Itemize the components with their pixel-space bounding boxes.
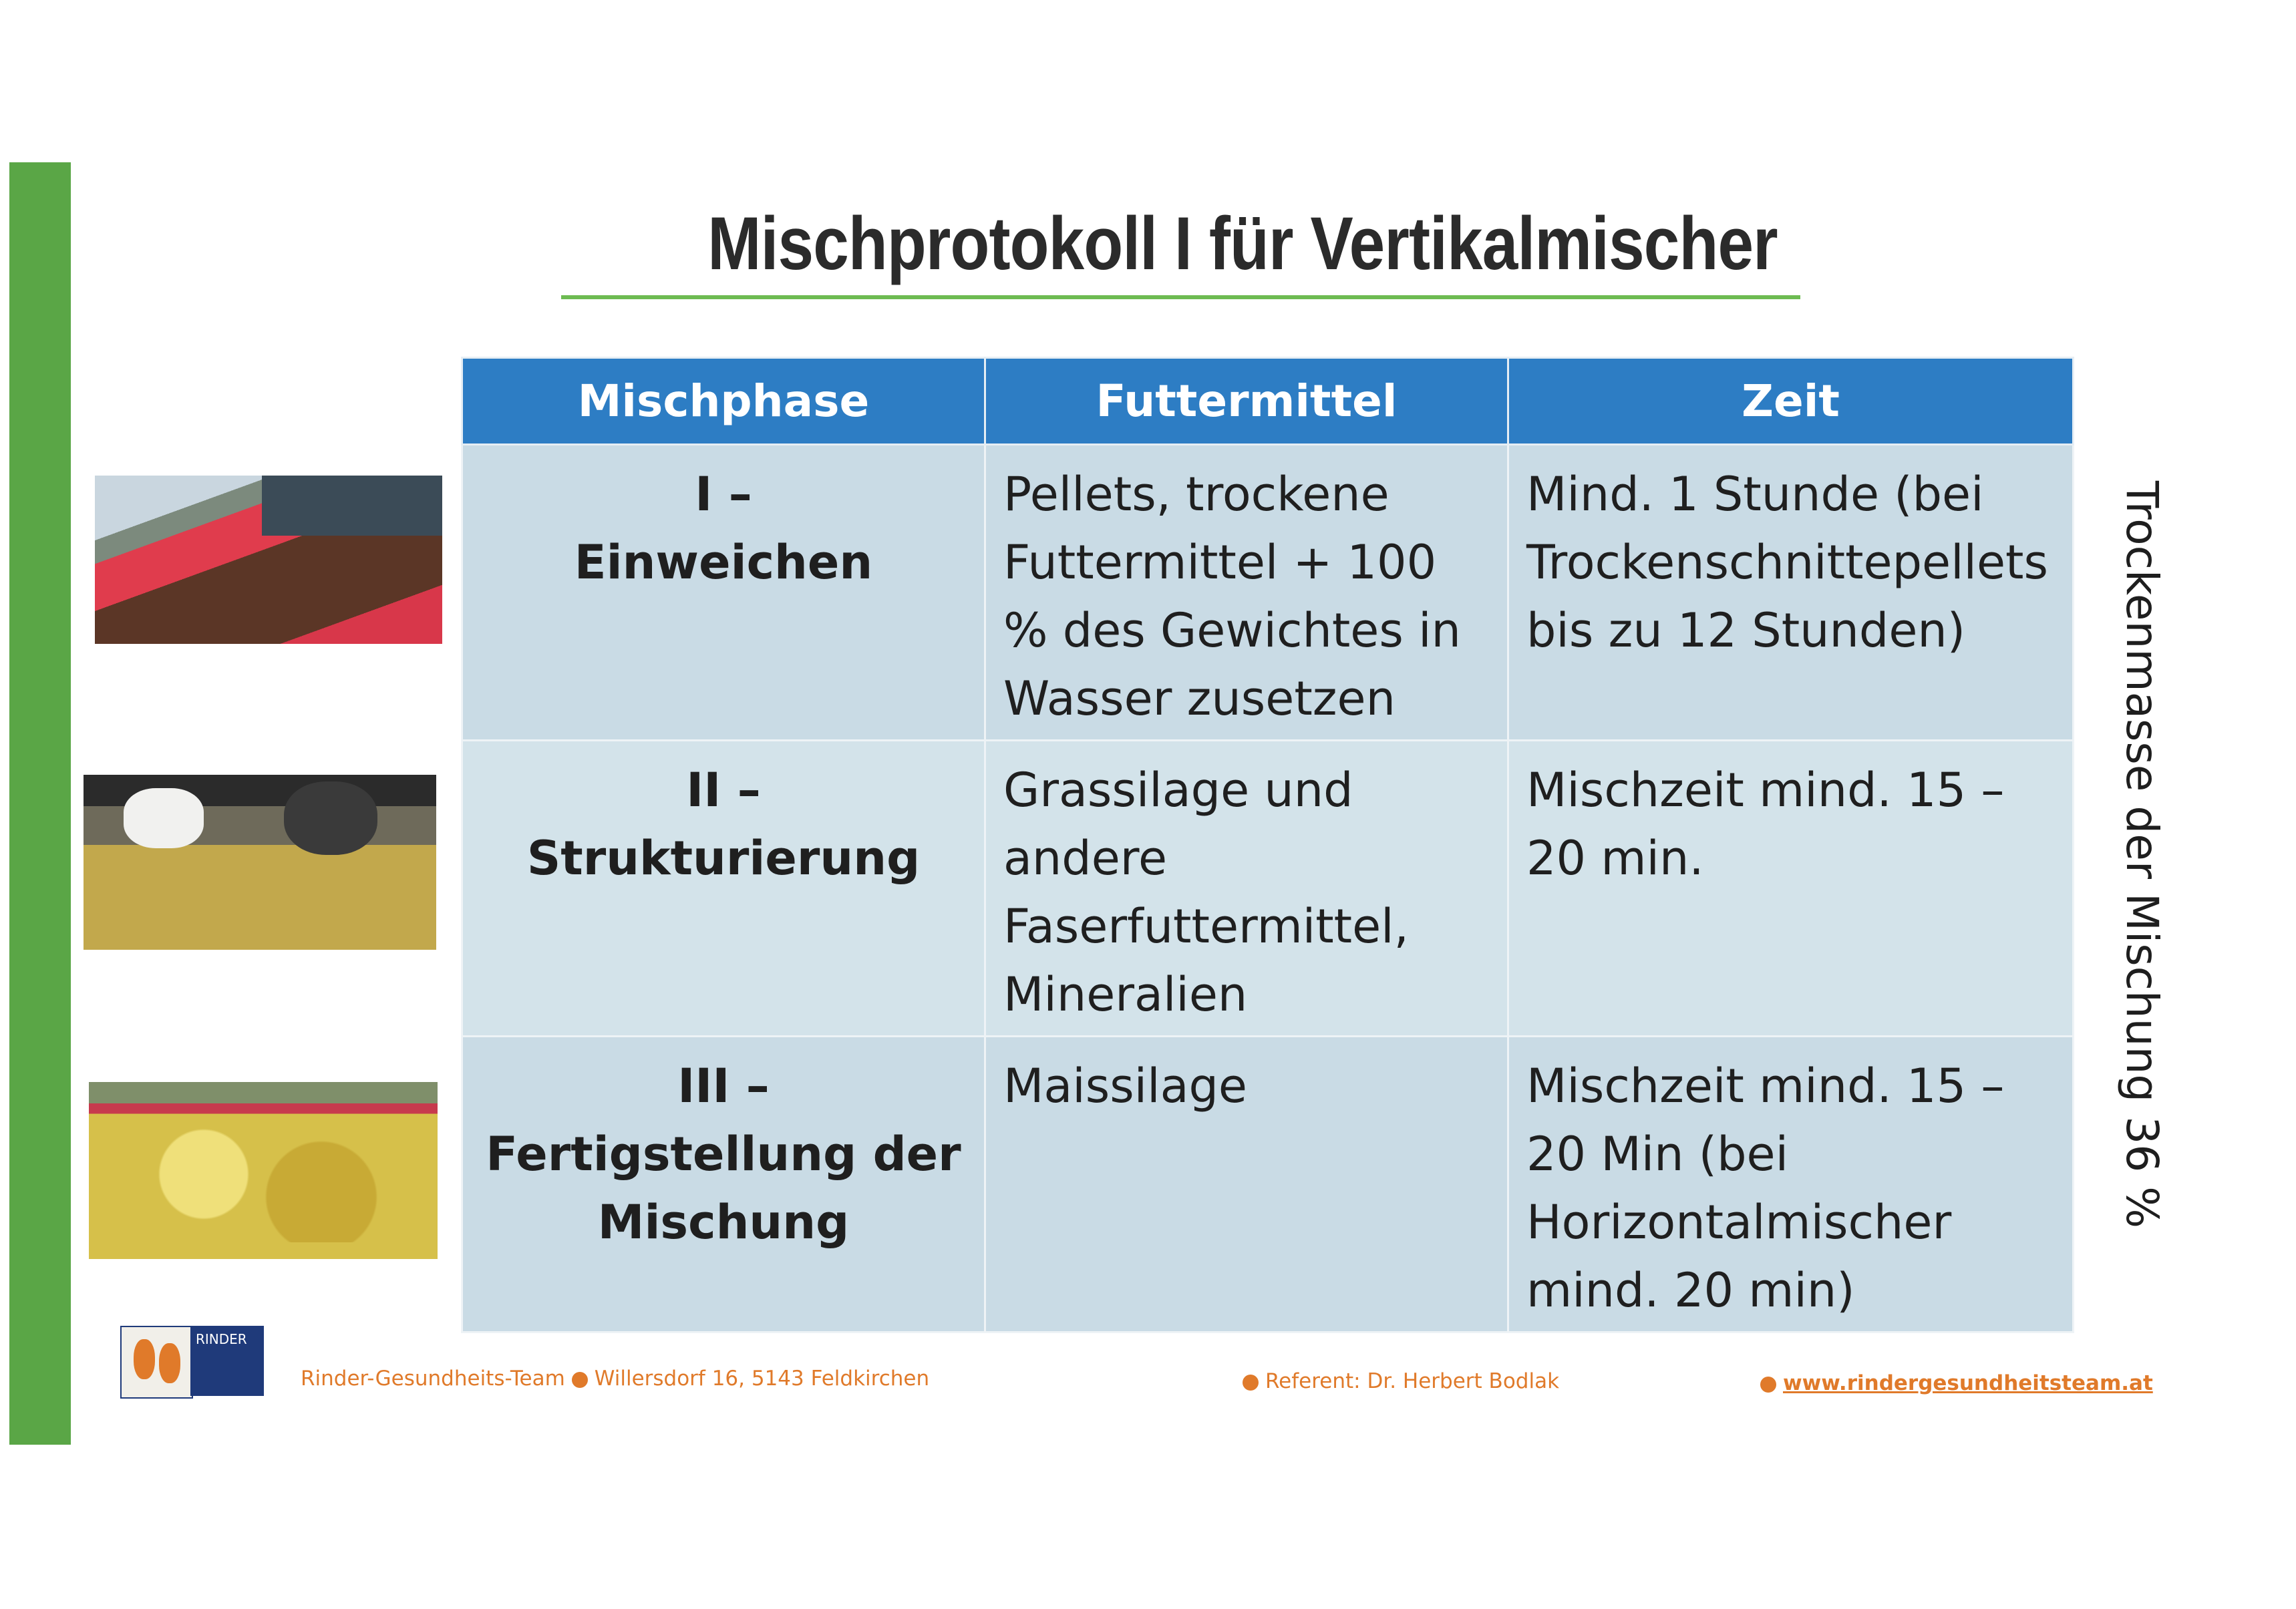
- table-header-row: [462, 358, 2074, 445]
- bullet-icon: [572, 1372, 588, 1388]
- page-title: Mischprotokoll I für Vertikalmischer: [707, 202, 1778, 285]
- time-cell: Mischzeit mind. 15 – 20 min.: [1508, 741, 2074, 1037]
- feed-cell: Pellets, trockene Futtermittel + 100 % des Gewichtes in Wasser zusetzen: [985, 445, 1508, 741]
- phase-name: Strukturierung: [526, 831, 921, 886]
- phase-cell: [462, 445, 985, 741]
- phase-name-continued: Mischung: [597, 1195, 850, 1250]
- feed-cell: Maissilage: [985, 1037, 1508, 1332]
- mixing-protocol-table: [461, 357, 2074, 1333]
- footer-speaker-text: Referent: Dr. Herbert Bodlak: [1265, 1369, 1560, 1393]
- phase-cell: [462, 741, 985, 1037]
- column-header-feed: Futtermittel: [985, 358, 1508, 445]
- column-header-phase: Mischphase: [462, 358, 985, 445]
- time-cell: Mischzeit mind. 15 – 20 Min (bei Horizontalmischer mind. 20 min): [1508, 1037, 2074, 1332]
- logo-text-panel: [190, 1326, 264, 1396]
- footer-org-name: Rinder-Gesundheits-Team: [301, 1367, 565, 1391]
- phase-number: I –: [695, 467, 752, 522]
- left-accent-bar: [9, 162, 71, 1445]
- title-underline: [561, 295, 1800, 299]
- phase-name: Einweichen: [574, 535, 873, 590]
- feed-cell: Grassilage und andere Faserfuttermittel, Mineralien: [985, 741, 1508, 1037]
- bullet-icon: [1243, 1375, 1259, 1391]
- dry-matter-note: Trockenmasse der Mischung 36 %: [2116, 481, 2168, 1228]
- logo-label: RINDER: [196, 1331, 247, 1347]
- footer-address: Willersdorf 16, 5143 Feldkirchen: [594, 1367, 930, 1391]
- table-row: [462, 1037, 2074, 1332]
- photo-soaking-mixer: [95, 476, 442, 644]
- time-cell: Mind. 1 Stunde (bei Trockenschnittepellets bis zu 12 Stunden): [1508, 445, 2074, 741]
- phase-cell: [462, 1037, 985, 1332]
- footer-speaker: [1236, 1369, 1559, 1393]
- table-row: [462, 445, 2074, 741]
- hoof-prints-icon: [120, 1326, 193, 1399]
- bullet-icon: [1760, 1377, 1776, 1393]
- photo-finished-mix: [89, 1082, 438, 1259]
- table-row: [462, 741, 2074, 1037]
- website-link[interactable]: www.rindergesundheitsteam.at: [1783, 1371, 2153, 1395]
- photo-cows-feeding: [84, 775, 436, 950]
- column-header-time: Zeit: [1508, 358, 2074, 445]
- phase-name: Fertigstellung der: [486, 1127, 961, 1182]
- footer-website[interactable]: [1754, 1371, 2153, 1395]
- phase-number: III –: [677, 1059, 770, 1113]
- phase-number: II –: [686, 763, 761, 818]
- rinder-logo: [120, 1326, 264, 1396]
- footer-organization: [301, 1367, 929, 1391]
